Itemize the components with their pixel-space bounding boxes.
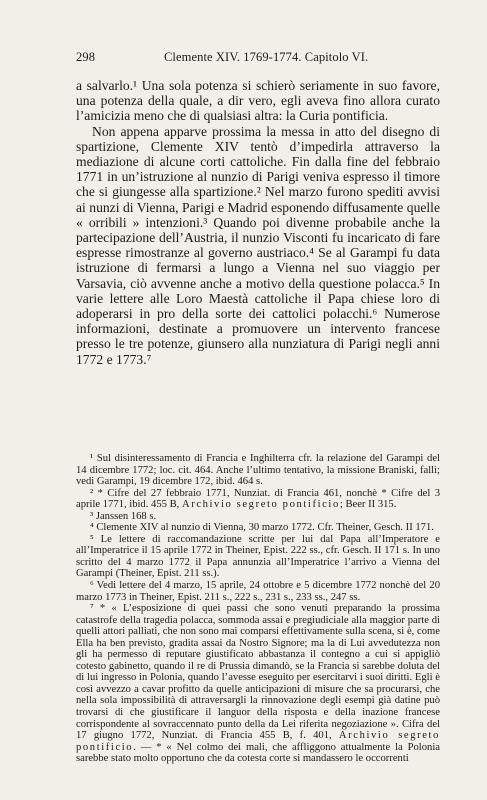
footnotes — [76, 453, 440, 765]
page-number: 298 — [76, 50, 96, 64]
running-title: Clemente XIV. 1769-1774. Capitolo VI. — [164, 50, 369, 64]
paragraph: Non appena apparve prossima la messa in atto del disegno di spartizione, Clemente XIV tentò d’impedirla attraverso la mediazione di alcune corti cattoliche. Fin dalla fine del febbraio 1771 in un’istruzione al nunzio di Parigi veniva espresso il timore che si giungesse alla spartizione.² Nel marzo furono spediti avvisi ai nunzi di Vienna, Parigi e Madrid esponendo diffusamente quelle « orribili » intenzioni.³ Quando poi divenne probabile anche la partecipazione dell’Austria, il nunzio Visconti fu incaricato di fare espresse rimostranze al governo austriaco.⁴ Se al Garampi fu data istruzione di fermarsi a lungo a Vienna nel suo viaggio per Varsavia, ciò avvenne anche a motivo della questione polacca.⁵ In varie lettere alle Loro Maestà cattoliche il Papa chiese loro di adoperarsi in pro della sorte dei cattolici polacchi.⁶ Numerose informazioni, destinate a promuovere un intervento francese presso le tre potenze, giunsero alla nunziatura di Parigi negli anni 1772 e 1773.⁷ — [76, 123, 440, 367]
archive-name: Archivio segreto pontificio — [76, 730, 440, 753]
page-header — [76, 50, 438, 66]
paragraph: a salvarlo.¹ Una sola potenza si schierò seriamente in suo favore, una potenza della quale, a dir vero, egli aveva fino allora curato l’amicizia meno che di qualsiasi altra: la Curia pontificia. — [76, 78, 440, 124]
footnote-2-tail: ; Beer II 315. — [339, 499, 397, 511]
archive-name: Archivio segreto pontificio — [181, 499, 340, 511]
footnote-3: ³ Janssen 168 s. — [90, 510, 157, 522]
footnote-4: ⁴ Clemente XIV al nunzio di Vienna, 30 marzo 1772. Cfr. Theiner, Gesch. II 171. — [90, 522, 434, 534]
footnote-1: ¹ Sul disinteressamento di Francia e Inghilterra cfr. la relazione del Garampi del 14 dicembre 1772; loc. cit. 464. Anche l’ultimo tentativo, la missione Braniski, fallì; vedi Garampi, 19 dicembre 172, ibid. 464 s. — [76, 453, 440, 488]
footnote-2 — [76, 488, 440, 511]
footnote-7-text: ⁷ * « L’esposizione di quei passi che sono venuti preparando la prossima catastrofe della tragedia polacca, sommoda assai e pregiudiciale alla maggior parte di quelli attori palliati, che non sono mai comparsi effettivamente sulla scena, si è, come Ella ha ben previsto, gradita assai da Nostro Signore; ma la di Lui avvedutezza non gli ha permesso di reputare giustificato abbastanza il contegno a cui si appigliò cotesto gabinetto, quando il re di Prussia dimandò, se la Francia si sarebbe doluta del di lui ingresso in Polonia, quando l’avesse eseguito per esercitarvi i suoi diritti. Egli è così avvezzo a cavar profitto da quelle anticipazioni di misure che sa procurarsi, che nella sola impossibilità di attraversargli la rinnovazione degli esempi già datine può trovarsi di che giustificare il languor della risposta e della inazione francese corrispondente al sovraccennato punto della da Lei riferita negoziazione ». Cifra del 17 giugno 1772, Nunziat. di Francia 455 B, f. 401, — [76, 603, 440, 742]
footnote-5: ⁵ Le lettere di raccomandazione scritte per lui dal Papa all’Imperatore e all’Imperatrice il 15 aprile 1772 in Theiner, Epist. 222 ss., cfr. Gesch. II 171 s. In uno scritto del 4 marzo 1772 il Papa annunzia all’Imperatrice l’arrivo a Vienna del Garampi (Theiner, Epist. 211 ss.). — [76, 533, 440, 580]
main-text — [76, 78, 440, 367]
footnote-6: ⁶ Vedi lettere del 4 marzo, 15 aprile, 24 ottobre e 5 dicembre 1772 nonchè del 20 marzo 1773 in Theiner, Epist. 211 s., 222 s., 231 s., 233 ss., 247 ss. — [76, 580, 440, 603]
footnote-7 — [76, 603, 440, 765]
footnote-2-text: ² * Cifre del 27 febbraio 1771, Nunziat. di Francia 461, nonchè * Cifre del 3 aprile 1771, ibid. 455 B, — [76, 487, 440, 511]
footnote-7-tail: . — * « Nel colmo dei mali, che affliggono attualmente la Polonia sarebbe stato molto opportuno che da cotesta corte si mandassero le occorrenti — [76, 741, 440, 765]
